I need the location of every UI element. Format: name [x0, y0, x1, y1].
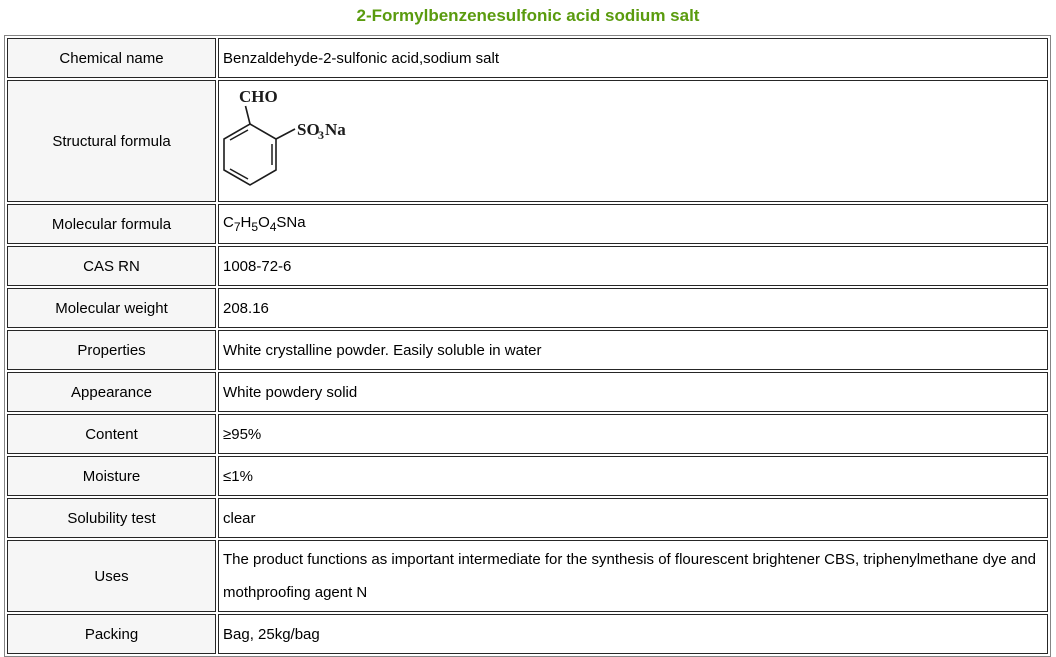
double-bond-1: [230, 130, 248, 140]
row-value-structural-formula: [218, 80, 1048, 202]
row-label-moisture: Moisture: [7, 456, 216, 496]
table-row-cas-rn: [7, 246, 1048, 286]
row-value-properties: White crystalline powder. Easily soluble in water: [218, 330, 1048, 370]
table-row-molecular-weight: [7, 288, 1048, 328]
row-value-uses: The product functions as important intermediate for the synthesis of flourescent brightener CBS, triphenylmethane dye and mothproofing agent N: [218, 540, 1048, 612]
row-value-molecular-formula: [218, 204, 1048, 244]
row-value-molecular-weight: 208.16: [218, 288, 1048, 328]
table-row-chemical-name: [7, 38, 1048, 78]
so3na-label-na: Na: [325, 120, 346, 139]
row-label-packing: Packing: [7, 614, 216, 654]
table-row-solubility-test: [7, 498, 1048, 538]
so3na-label-subscript: 3: [318, 128, 324, 142]
table-row-uses: [7, 540, 1048, 612]
row-value-packing: Bag, 25kg/bag: [218, 614, 1048, 654]
table-row-molecular-formula: [7, 204, 1048, 244]
page-title: 2-Formylbenzenesulfonic acid sodium salt: [356, 6, 700, 25]
row-label-content: Content: [7, 414, 216, 454]
row-value-solubility-test: clear: [218, 498, 1048, 538]
row-value-chemical-name: Benzaldehyde-2-sulfonic acid,sodium salt: [218, 38, 1048, 78]
row-label-appearance: Appearance: [7, 372, 216, 412]
bond-cho: [246, 106, 251, 124]
row-label-molecular-formula: Molecular formula: [7, 204, 216, 244]
row-label-chemical-name: Chemical name: [7, 38, 216, 78]
bond-so3na: [276, 129, 295, 139]
row-value-cas-rn: 1008-72-6: [218, 246, 1048, 286]
page: [0, 6, 1056, 657]
row-value-content: ≥95%: [218, 414, 1048, 454]
table-row-appearance: [7, 372, 1048, 412]
benzene-ring: [224, 124, 276, 185]
product-spec-table: [4, 35, 1051, 657]
so3na-label-so: SO: [297, 120, 320, 139]
row-value-moisture: ≤1%: [218, 456, 1048, 496]
row-label-molecular-weight: Molecular weight: [7, 288, 216, 328]
row-label-properties: Properties: [7, 330, 216, 370]
row-label-uses: Uses: [7, 540, 216, 612]
row-label-solubility-test: Solubility test: [7, 498, 216, 538]
row-label-structural-formula: Structural formula: [7, 80, 216, 202]
structural-formula-diagram: [219, 83, 479, 197]
table-row-content: [7, 414, 1048, 454]
table-row-moisture: [7, 456, 1048, 496]
table-row-properties: [7, 330, 1048, 370]
double-bond-2: [230, 169, 248, 179]
row-label-cas-rn: CAS RN: [7, 246, 216, 286]
molecular-formula-value: $C_7H_5O_4SNa$: [223, 214, 306, 234]
row-value-appearance: White powdery solid: [218, 372, 1048, 412]
table-row-packing: [7, 614, 1048, 654]
table-row-structural-formula: [7, 80, 1048, 202]
cho-label: CHO: [239, 87, 278, 106]
